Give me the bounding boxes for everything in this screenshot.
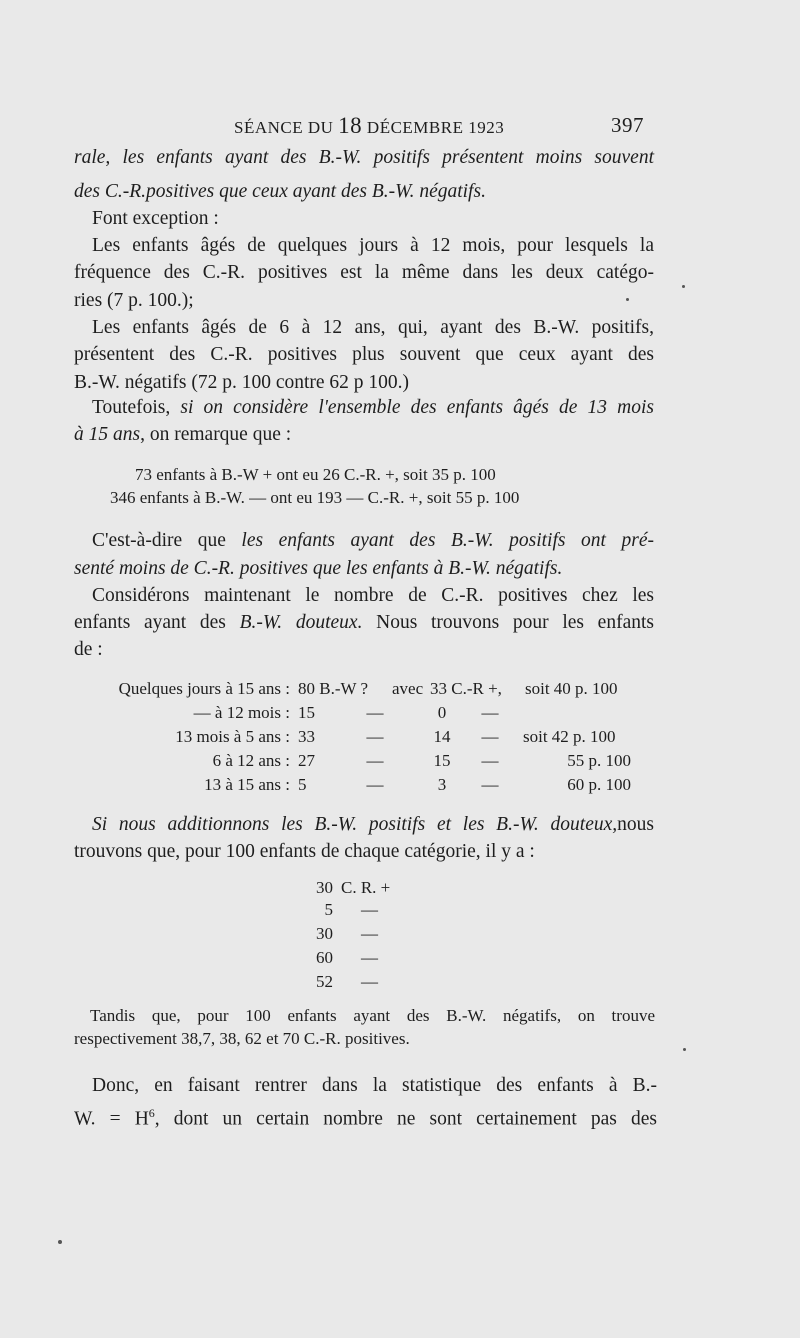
list-item-2-n: 5 <box>324 900 333 919</box>
paper-speck <box>682 285 685 288</box>
para4-line1: Toutefois, si on considère l'ensemble des enfants âgés de 13 mois <box>92 397 655 418</box>
table-row-2-bw: 15 <box>298 703 315 722</box>
para5-line2: senté moins de C.-R. positives que les enfants à B.-W. négatifs. <box>74 558 563 579</box>
table-row-1-cr: 33 C.-R +, <box>430 679 502 698</box>
para1-line1: rale, les enfants ayant des B.-W. positifs présentent moins souvent <box>74 147 654 168</box>
paper-speck <box>626 298 629 301</box>
para9-line2: W. = $H^6$, dont un certain nombre ne sont certainement pas des <box>74 1106 657 1130</box>
table-row-5-cr: 3 <box>437 775 447 794</box>
table-row-2-sign: — <box>481 703 499 722</box>
table-row-5-bw: 5 <box>298 775 307 794</box>
para4-line2: à 15 ans, on remarque que : <box>74 424 292 445</box>
table-row-1-bw: 80 B.-W ? <box>298 679 369 698</box>
list-item-2-t: — <box>361 900 378 919</box>
table-row-4-bw: 27 <box>298 751 315 770</box>
table-row-4-pct: 55 p. 100 <box>567 751 631 770</box>
stats-row-2: 346 enfants à B.-W. — ont eu 193 — C.-R. +, soit 55 p. 100 <box>110 488 520 507</box>
table-row-2-cr: 0 <box>437 703 447 722</box>
para7-line1: Si nous additionnons les B.-W. positifs et les B.-W. douteux,nous <box>92 814 654 835</box>
table-row-5-rel: — <box>366 775 384 794</box>
exception-line: Font exception : <box>92 208 219 229</box>
para7-line2: trouvons que, pour 100 enfants de chaque catégorie, il y a : <box>74 841 535 862</box>
table-row-2-rel: — <box>366 703 384 722</box>
table-row-3-sign: — <box>481 727 499 746</box>
para6-line1: Considérons maintenant le nombre de C.-R. positives chez les <box>92 585 654 606</box>
list-item-1-t: C. R. + <box>341 878 391 897</box>
para2-line2: fréquence des C.-R. positives est la même dans les deux catégo- <box>74 262 654 283</box>
table-row-3-rel: — <box>366 727 384 746</box>
para3-line1: Les enfants âgés de 6 à 12 ans, qui, ayant des B.-W. positifs, <box>92 317 654 338</box>
table-row-3-age: 13 mois à 5 ans : <box>175 727 290 746</box>
table-row-5-age: 13 à 15 ans : <box>204 775 290 794</box>
list-item-3-t: — <box>361 924 378 943</box>
header-title: SÉANCE DU 18 DÉCEMBRE 1923 <box>234 113 505 138</box>
table-row-3-pct: soit 42 p. 100 <box>523 727 616 746</box>
para1-line2: des C.-R.positives que ceux ayant des B.-W. négatifs. <box>74 181 486 202</box>
list-item-4-n: 60 <box>316 948 333 967</box>
list-item-4-t: — <box>361 948 378 967</box>
para8-line1: Tandis que, pour 100 enfants ayant des B.-W. négatifs, on trouve <box>90 1006 655 1025</box>
table-row-4-cr: 15 <box>433 751 451 770</box>
para3-line2: présentent des C.-R. positives plus souvent que ceux ayant des <box>74 344 654 365</box>
para6-line2: enfants ayant des B.-W. douteux. Nous trouvons pour les enfants <box>74 612 654 633</box>
table-row-1-age: Quelques jours à 15 ans : <box>118 679 290 698</box>
para9-line1: Donc, en faisant rentrer dans la statistique des enfants à B.- <box>92 1075 657 1096</box>
list-item-5-n: 52 <box>316 972 333 991</box>
paper-speck <box>58 1240 62 1244</box>
list-item-1-n: 30 <box>316 878 333 897</box>
table-row-1-pct: soit 40 p. 100 <box>525 679 618 698</box>
list-item-5-t: — <box>361 972 378 991</box>
page-number: 397 <box>611 113 644 137</box>
table-row-4-age: 6 à 12 ans : <box>212 751 290 770</box>
table-row-4-sign: — <box>481 751 499 770</box>
table-row-3-cr: 14 <box>433 727 451 746</box>
table-row-3-bw: 33 <box>298 727 315 746</box>
paper-speck <box>683 1048 686 1051</box>
table-row-4-rel: — <box>366 751 384 770</box>
para3-line3: B.-W. négatifs (72 p. 100 contre 62 p 100.) <box>74 372 410 393</box>
table-row-5-pct: 60 p. 100 <box>567 775 631 794</box>
para2-line3: ries (7 p. 100.); <box>74 290 194 311</box>
list-item-3-n: 30 <box>316 924 333 943</box>
para5-line1: C'est-à-dire que les enfants ayant des B.-W. positifs ont pré- <box>92 530 655 551</box>
para2-line1: Les enfants âgés de quelques jours à 12 mois, pour lesquels la <box>92 235 654 256</box>
table-row-1-rel: avec <box>392 679 424 698</box>
table-row-2-age: — à 12 mois : <box>193 703 290 722</box>
para6-line3: de : <box>74 639 103 660</box>
stats-row-1: 73 enfants à B.-W + ont eu 26 C.-R. +, soit 35 p. 100 <box>135 465 496 484</box>
para8-line2: respectivement 38,7, 38, 62 et 70 C.-R. positives. <box>74 1029 410 1048</box>
table-row-5-sign: — <box>481 775 499 794</box>
